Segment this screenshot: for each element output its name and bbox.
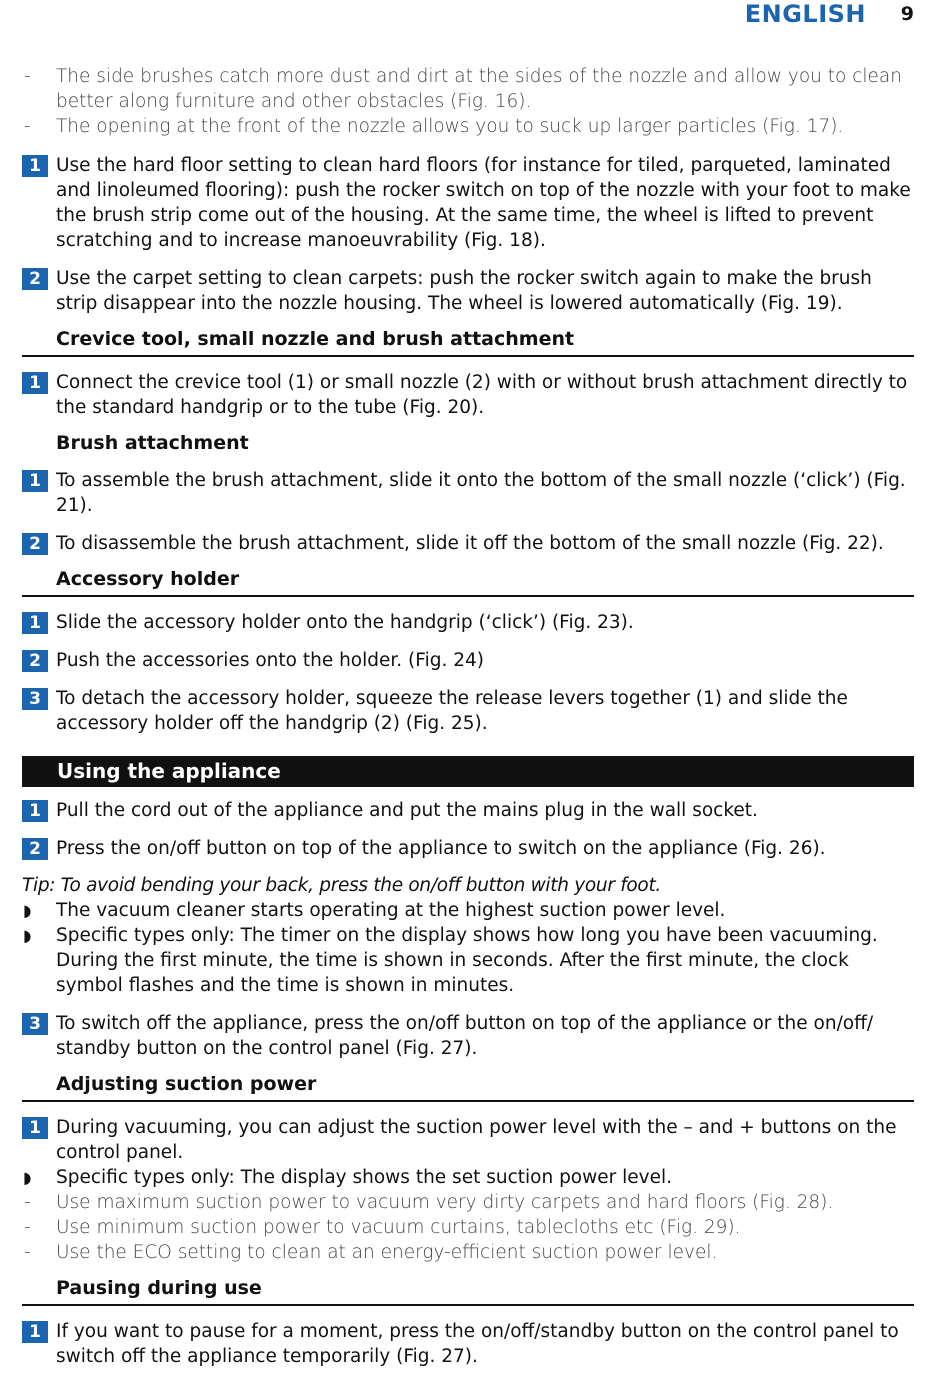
dash-item: - The side brushes catch more dust and dirt at the sides of the nozzle and allow you to clean better along furniture and other obstacles (Fig. 16). xyxy=(22,64,914,114)
step-item xyxy=(22,1319,914,1369)
step-number: 1 xyxy=(22,612,48,634)
step-item xyxy=(22,610,914,635)
step-number: 3 xyxy=(22,1013,48,1035)
step-text: Slide the accessory holder onto the handgrip (‘click’) (Fig. 23). xyxy=(56,612,634,633)
subsection-title: Pausing during use xyxy=(22,1276,914,1306)
step-item xyxy=(22,836,914,861)
step-number: 3 xyxy=(22,688,48,710)
page-content xyxy=(22,64,914,1369)
language-label: ENGLISH xyxy=(744,0,866,28)
tip-text: Tip: To avoid bending your back, press the on/off button with your foot. xyxy=(22,875,661,896)
step-item xyxy=(22,1115,914,1165)
step-text: Use the hard floor setting to clean hard floors (for instance for tiled, parqueted, laminated and linoleumed flooring): push the rocker switch on top of the nozzle with your foot to make the brush strip come out of the housing. At the same time, the wheel is lifted to prevent scratching and to increase manoeuvrability (Fig. 18). xyxy=(56,155,911,251)
step-number: 1 xyxy=(22,372,48,394)
step-number: 2 xyxy=(22,650,48,672)
step-number: 1 xyxy=(22,1321,48,1343)
step-item xyxy=(22,468,914,518)
dash-item: - Use maximum suction power to vacuum very dirty carpets and hard floors (Fig. 28). xyxy=(22,1190,914,1215)
step-number: 1 xyxy=(22,155,48,177)
subsection-title: Crevice tool, small nozzle and brush attachment xyxy=(22,327,914,357)
step-text: Push the accessories onto the holder. (Fig. 24) xyxy=(56,650,484,671)
step-text: Connect the crevice tool (1) or small nozzle (2) with or without brush attachment directly to the standard handgrip or to the tube (Fig. 20). xyxy=(56,372,908,418)
subsection-title: Accessory holder xyxy=(22,567,914,597)
step-number: 1 xyxy=(22,800,48,822)
step-item xyxy=(22,531,914,556)
step-number: 1 xyxy=(22,470,48,492)
step-text: To detach the accessory holder, squeeze the release levers together (1) and slide the accessory holder off the handgrip (2) (Fig. 25). xyxy=(56,688,848,734)
step-number: 2 xyxy=(22,838,48,860)
dash-item: - The opening at the front of the nozzle allows you to suck up larger particles (Fig. 17). xyxy=(22,114,914,139)
step-item xyxy=(22,370,914,420)
bullet-item: ◗ Specific types only: The display shows the set suction power level. xyxy=(22,1165,914,1190)
step-text: Press the on/off button on top of the appliance to switch on the appliance (Fig. 26). xyxy=(56,838,826,859)
step-number: 1 xyxy=(22,1117,48,1139)
step-item xyxy=(22,648,914,673)
step-item xyxy=(22,153,914,253)
bullet-item: ◗ The vacuum cleaner starts operating at the highest suction power level. xyxy=(22,898,914,923)
step-number: 2 xyxy=(22,268,48,290)
dash-item: - Use the ECO setting to clean at an energy-efficient suction power level. xyxy=(22,1240,914,1265)
section-title-bar: Using the appliance xyxy=(22,756,914,787)
step-number: 2 xyxy=(22,533,48,555)
subsection-title: Brush attachment xyxy=(56,432,249,454)
subsection-title: Adjusting suction power xyxy=(22,1072,914,1102)
step-item xyxy=(22,266,914,316)
step-text: To switch off the appliance, press the on/off button on top of the appliance or the on/off/ standby button on the control panel (Fig. 27). xyxy=(56,1013,874,1059)
step-text: Use the carpet setting to clean carpets: push the rocker switch again to make the brush strip disappear into the nozzle housing. The wheel is lowered automatically (Fig. 19). xyxy=(56,268,872,314)
bullet-item: ◗ Specific types only: The timer on the display shows how long you have been vacuuming. During the first minute, the time is shown in seconds. After the first minute, the clock symbol flashes and the time is shown in minutes. xyxy=(22,923,914,998)
page-header xyxy=(0,0,950,34)
dash-item: - Use minimum suction power to vacuum curtains, tablecloths etc (Fig. 29). xyxy=(22,1215,914,1240)
page-number: 9 xyxy=(900,3,914,25)
step-text: To disassemble the brush attachment, slide it off the bottom of the small nozzle (Fig. 22). xyxy=(56,533,884,554)
step-item xyxy=(22,1011,914,1061)
step-text: If you want to pause for a moment, press the on/off/standby button on the control panel to switch off the appliance temporarily (Fig. 27). xyxy=(56,1321,899,1367)
step-item xyxy=(22,686,914,736)
step-text: During vacuuming, you can adjust the suction power level with the – and + buttons on the control panel. xyxy=(56,1117,897,1163)
step-text: Pull the cord out of the appliance and put the mains plug in the wall socket. xyxy=(56,800,758,821)
step-item xyxy=(22,798,914,823)
step-text: To assemble the brush attachment, slide it onto the bottom of the small nozzle (‘click’) (Fig. 21). xyxy=(56,470,906,516)
